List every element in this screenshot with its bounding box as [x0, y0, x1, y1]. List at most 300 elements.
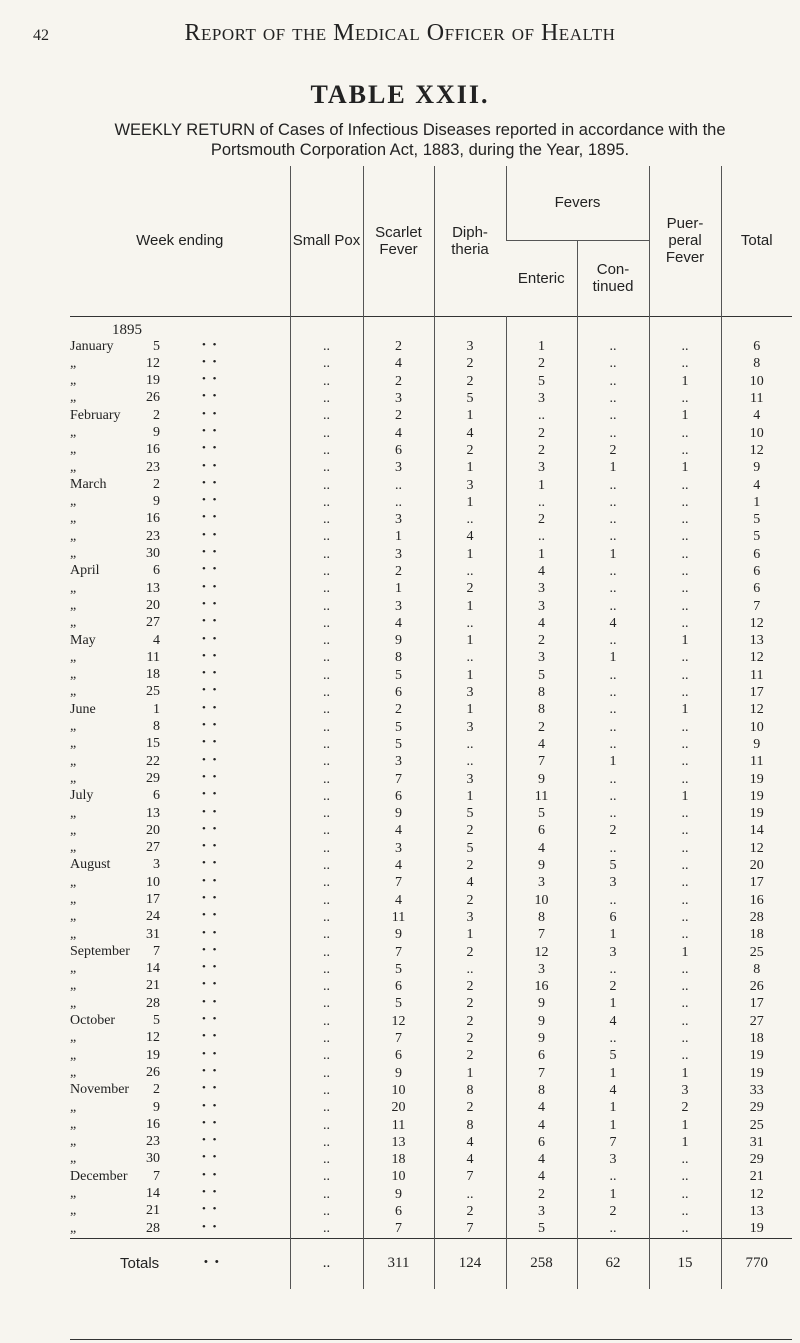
cell-puerperal-fever: 2 — [649, 1100, 721, 1117]
cell-total: 11 — [721, 667, 792, 684]
cell-enteric: 7 — [506, 927, 577, 944]
cell-diphtheria: .. — [434, 736, 506, 753]
cell-puerperal-fever: .. — [649, 442, 721, 459]
table-row — [70, 1013, 792, 1030]
cell-continued: 2 — [577, 978, 649, 995]
week-ending-cell — [70, 1169, 290, 1186]
cell-diphtheria: 2 — [434, 1048, 506, 1065]
week-day: 5 — [153, 1013, 160, 1029]
cell-puerperal-fever: .. — [649, 719, 721, 736]
week-month: „ — [70, 424, 77, 440]
week-ending-cell — [70, 546, 290, 563]
cell-scarlet-fever: 7 — [363, 875, 434, 892]
leader-dots: • • — [202, 978, 219, 991]
cell-diphtheria: 2 — [434, 373, 506, 390]
cell-total: 29 — [721, 1100, 792, 1117]
week-month: January — [70, 338, 114, 354]
cell-enteric: 3 — [506, 390, 577, 407]
week-ending-cell — [70, 1186, 290, 1203]
cell-continued: .. — [577, 408, 649, 425]
cell-diphtheria: 5 — [434, 840, 506, 857]
cell-enteric: 4 — [506, 563, 577, 580]
week-ending-cell — [70, 408, 290, 425]
week-day: 8 — [153, 719, 160, 735]
cell-continued: 3 — [577, 875, 649, 892]
cell-continued: 1 — [577, 650, 649, 667]
cell-scarlet-fever: 3 — [363, 460, 434, 477]
cell-scarlet-fever: 18 — [363, 1151, 434, 1168]
cell-puerperal-fever: .. — [649, 1203, 721, 1220]
cell-puerperal-fever: .. — [649, 390, 721, 407]
cell-scarlet-fever: 5 — [363, 667, 434, 684]
cell-enteric: 6 — [506, 823, 577, 840]
cell-total: 1 — [721, 494, 792, 511]
cell-scarlet-fever: 3 — [363, 598, 434, 615]
week-month: February — [70, 407, 121, 423]
cell-continued: .. — [577, 771, 649, 788]
week-day: 2 — [153, 1082, 160, 1098]
cell-scarlet-fever: 4 — [363, 892, 434, 909]
cell-scarlet-fever: 7 — [363, 1221, 434, 1239]
cell-total: 8 — [721, 356, 792, 373]
week-month: „ — [70, 995, 77, 1011]
cell-scarlet-fever: 2 — [363, 408, 434, 425]
cell-small-pox: .. — [290, 840, 363, 857]
week-day: 24 — [146, 909, 160, 925]
page-number: 42 — [33, 27, 49, 44]
leader-dots: • • — [202, 1013, 219, 1026]
header-fevers: Fevers — [506, 166, 649, 240]
table-row — [70, 927, 792, 944]
leader-dots: • • — [202, 736, 219, 749]
cell-diphtheria: .. — [434, 615, 506, 632]
week-ending-cell — [70, 650, 290, 667]
cell-puerperal-fever: .. — [649, 823, 721, 840]
cell-enteric: 8 — [506, 702, 577, 719]
week-month: „ — [70, 494, 77, 510]
cell-scarlet-fever: 3 — [363, 840, 434, 857]
cell-puerperal-fever: .. — [649, 736, 721, 753]
week-month: March — [70, 476, 107, 492]
cell-scarlet-fever: 6 — [363, 978, 434, 995]
cell-continued: .. — [577, 667, 649, 684]
cell-diphtheria: 2 — [434, 823, 506, 840]
cell-small-pox: .. — [290, 408, 363, 425]
week-month: „ — [70, 615, 77, 631]
week-ending-cell — [70, 425, 290, 442]
header-enteric: Enteric — [517, 269, 565, 287]
week-day: 16 — [146, 1116, 160, 1132]
cell-diphtheria: 4 — [434, 425, 506, 442]
cell-scarlet-fever: 4 — [363, 615, 434, 632]
table-row — [70, 944, 792, 961]
cell-puerperal-fever: .. — [649, 961, 721, 978]
cell-diphtheria: 5 — [434, 806, 506, 823]
week-month: „ — [70, 667, 77, 683]
cell-total: 19 — [721, 1065, 792, 1082]
cell-diphtheria: 2 — [434, 581, 506, 598]
week-month: „ — [70, 926, 77, 942]
table-row — [70, 1186, 792, 1203]
cell-enteric: 4 — [506, 615, 577, 632]
week-day: 2 — [153, 476, 160, 492]
cell-scarlet-fever: 6 — [363, 788, 434, 805]
cell-puerperal-fever: .. — [649, 581, 721, 598]
cell-diphtheria: 5 — [434, 390, 506, 407]
cell-continued: .. — [577, 633, 649, 650]
table-row — [70, 615, 792, 632]
cell-small-pox: .. — [290, 546, 363, 563]
leader-dots: • • — [202, 632, 219, 645]
week-day: 2 — [153, 407, 160, 423]
cell-puerperal-fever: .. — [649, 754, 721, 771]
cell-enteric: 3 — [506, 961, 577, 978]
cell-enteric: 2 — [506, 511, 577, 528]
cell-diphtheria: .. — [434, 511, 506, 528]
week-ending-cell — [70, 494, 290, 511]
cell-continued: 4 — [577, 1013, 649, 1030]
cell-continued: 1 — [577, 996, 649, 1013]
week-ending-cell — [70, 788, 290, 805]
cell-continued: .. — [577, 598, 649, 615]
week-ending-cell — [70, 702, 290, 719]
cell-puerperal-fever: 1 — [649, 788, 721, 805]
cell-small-pox: .. — [290, 702, 363, 719]
cell-puerperal-fever: 1 — [649, 408, 721, 425]
cell-enteric: 12 — [506, 944, 577, 961]
week-day: 20 — [146, 597, 160, 613]
cell-small-pox: .. — [290, 1065, 363, 1082]
total-enteric: 258 — [506, 1238, 577, 1289]
cell-enteric: 10 — [506, 892, 577, 909]
cell-scarlet-fever: 12 — [363, 1013, 434, 1030]
cell-total: 12 — [721, 615, 792, 632]
cell-diphtheria: 1 — [434, 667, 506, 684]
cell-diphtheria: 4 — [434, 1134, 506, 1151]
week-month: „ — [70, 822, 77, 838]
header-diphtheria: Diph- theria — [434, 166, 506, 316]
cell-scarlet-fever: 11 — [363, 1117, 434, 1134]
week-ending-cell — [70, 875, 290, 892]
cell-scarlet-fever: 3 — [363, 754, 434, 771]
table-row — [70, 1203, 792, 1220]
table-row — [70, 546, 792, 563]
leader-dots: • • — [202, 926, 219, 939]
cell-total: 11 — [721, 754, 792, 771]
week-ending-cell — [70, 1221, 290, 1239]
cell-enteric: 8 — [506, 1082, 577, 1099]
cell-scarlet-fever: 4 — [363, 425, 434, 442]
leader-dots: • • — [202, 840, 219, 853]
cell-puerperal-fever: 3 — [649, 1082, 721, 1099]
week-day: 14 — [146, 961, 160, 977]
header-total: Total — [721, 166, 792, 316]
cell-total: 20 — [721, 857, 792, 874]
cell-small-pox: .. — [290, 823, 363, 840]
cell-puerperal-fever: 1 — [649, 1134, 721, 1151]
week-ending-cell — [70, 460, 290, 477]
cell-enteric: .. — [506, 494, 577, 511]
week-day: 15 — [146, 736, 160, 752]
week-month: „ — [70, 770, 77, 786]
cell-puerperal-fever: 1 — [649, 633, 721, 650]
infectious-diseases-table — [70, 166, 792, 1289]
table-row — [70, 1134, 792, 1151]
table-title: TABLE XXII. — [310, 80, 490, 109]
cell-small-pox: .. — [290, 806, 363, 823]
cell-total: 31 — [721, 1134, 792, 1151]
cell-enteric: 1 — [506, 477, 577, 494]
cell-total: 18 — [721, 1030, 792, 1047]
cell-diphtheria: 3 — [434, 339, 506, 356]
week-day: 26 — [146, 390, 160, 406]
table-row — [70, 788, 792, 805]
cell-small-pox: .. — [290, 494, 363, 511]
cell-small-pox: .. — [290, 909, 363, 926]
cell-small-pox: .. — [290, 477, 363, 494]
cell-puerperal-fever: .. — [649, 771, 721, 788]
table-row — [70, 875, 792, 892]
cell-enteric: 9 — [506, 996, 577, 1013]
leader-dots: • • — [202, 909, 219, 922]
cell-total: 12 — [721, 1186, 792, 1203]
cell-scarlet-fever: 10 — [363, 1169, 434, 1186]
week-day: 22 — [146, 753, 160, 769]
cell-continued: 1 — [577, 546, 649, 563]
cell-total: 19 — [721, 771, 792, 788]
leader-dots: • • — [202, 476, 219, 489]
cell-total: 10 — [721, 373, 792, 390]
table-row — [70, 511, 792, 528]
week-day: 9 — [153, 424, 160, 440]
cell-enteric: 3 — [506, 1203, 577, 1220]
cell-puerperal-fever: 1 — [649, 1117, 721, 1134]
leader-dots: • • — [202, 667, 219, 680]
leader-dots: • • — [202, 770, 219, 783]
leader-dots: • • — [202, 1151, 219, 1164]
week-day: 16 — [146, 511, 160, 527]
week-month: „ — [70, 597, 77, 613]
table-row — [70, 633, 792, 650]
total-diphtheria: 124 — [434, 1238, 506, 1289]
cell-puerperal-fever: .. — [649, 356, 721, 373]
cell-continued: .. — [577, 892, 649, 909]
table-row — [70, 996, 792, 1013]
cell-enteric: 3 — [506, 875, 577, 892]
table-row — [70, 529, 792, 546]
week-ending-cell — [70, 840, 290, 857]
cell-total: 8 — [721, 961, 792, 978]
week-day: 6 — [153, 563, 160, 579]
cell-continued: 3 — [577, 1151, 649, 1168]
cell-diphtheria: 4 — [434, 1151, 506, 1168]
leader-dots: • • — [202, 788, 219, 801]
table-row — [70, 684, 792, 701]
week-month: June — [70, 701, 96, 717]
cell-continued: 6 — [577, 909, 649, 926]
cell-total: 4 — [721, 477, 792, 494]
cell-diphtheria: 1 — [434, 460, 506, 477]
cell-diphtheria: 2 — [434, 356, 506, 373]
week-day: 5 — [153, 338, 160, 354]
leader-dots: • • — [202, 1134, 219, 1147]
cell-total: 13 — [721, 1203, 792, 1220]
cell-scarlet-fever: 10 — [363, 1082, 434, 1099]
week-day: 26 — [146, 1064, 160, 1080]
cell-small-pox: .. — [290, 390, 363, 407]
cell-scarlet-fever: 6 — [363, 1203, 434, 1220]
week-day: 23 — [146, 459, 160, 475]
week-day: 18 — [146, 667, 160, 683]
week-day: 19 — [146, 373, 160, 389]
week-month: „ — [70, 719, 77, 735]
week-day: 20 — [146, 822, 160, 838]
leader-dots: • • — [202, 546, 219, 559]
cell-continued: .. — [577, 581, 649, 598]
header-small-pox: Small Pox — [290, 166, 363, 316]
cell-diphtheria: 3 — [434, 771, 506, 788]
total-continued: 62 — [577, 1238, 649, 1289]
cell-small-pox: .. — [290, 529, 363, 546]
cell-small-pox: .. — [290, 1221, 363, 1239]
cell-puerperal-fever: .. — [649, 425, 721, 442]
cell-scarlet-fever: 1 — [363, 581, 434, 598]
cell-enteric: 5 — [506, 373, 577, 390]
cell-small-pox: .. — [290, 1151, 363, 1168]
week-day: 21 — [146, 978, 160, 994]
cell-puerperal-fever: .. — [649, 667, 721, 684]
cell-total: 19 — [721, 788, 792, 805]
cell-total: 17 — [721, 875, 792, 892]
leader-dots: • • — [202, 943, 219, 956]
cell-diphtheria: 7 — [434, 1169, 506, 1186]
week-day: 4 — [153, 632, 160, 648]
cell-diphtheria: 3 — [434, 684, 506, 701]
week-ending-cell — [70, 390, 290, 407]
cell-total: 12 — [721, 442, 792, 459]
week-day: 13 — [146, 805, 160, 821]
cell-puerperal-fever: .. — [649, 840, 721, 857]
year-label: 1895 — [112, 321, 142, 338]
week-ending-cell — [70, 598, 290, 615]
cell-diphtheria: 8 — [434, 1082, 506, 1099]
cell-small-pox: .. — [290, 633, 363, 650]
leader-dots: • • — [202, 1064, 219, 1077]
cell-enteric: 6 — [506, 1134, 577, 1151]
table-caption: WEEKLY RETURN of Cases of Infectious Diseases reported in accordance with the Portsmouth Corporation Act, 1883, during the Year, 1895. — [114, 121, 726, 159]
cell-puerperal-fever: .. — [649, 857, 721, 874]
cell-total: 25 — [721, 944, 792, 961]
week-month: „ — [70, 373, 77, 389]
cell-continued: .. — [577, 736, 649, 753]
table-row — [70, 1065, 792, 1082]
week-month: „ — [70, 874, 77, 890]
cell-continued: .. — [577, 1169, 649, 1186]
cell-puerperal-fever: .. — [649, 1169, 721, 1186]
cell-continued: .. — [577, 788, 649, 805]
cell-total: 4 — [721, 408, 792, 425]
cell-puerperal-fever: .. — [649, 563, 721, 580]
cell-small-pox: .. — [290, 736, 363, 753]
header-week-ending: Week ending — [136, 232, 224, 250]
cell-enteric: 8 — [506, 684, 577, 701]
table-row — [70, 408, 792, 425]
week-day: 30 — [146, 546, 160, 562]
cell-diphtheria: .. — [434, 961, 506, 978]
cell-diphtheria: .. — [434, 754, 506, 771]
cell-small-pox: .. — [290, 598, 363, 615]
week-month: „ — [70, 355, 77, 371]
cell-continued: 1 — [577, 1100, 649, 1117]
cell-enteric: 3 — [506, 581, 577, 598]
cell-small-pox: .. — [290, 1169, 363, 1186]
cell-diphtheria: 4 — [434, 529, 506, 546]
leader-dots: • • — [202, 1082, 219, 1095]
cell-diphtheria: 7 — [434, 1221, 506, 1239]
cell-small-pox: .. — [290, 1134, 363, 1151]
cell-small-pox: .. — [290, 442, 363, 459]
cell-scarlet-fever: 5 — [363, 996, 434, 1013]
totals-label: Totals — [120, 1254, 160, 1272]
cell-enteric: 2 — [506, 356, 577, 373]
header-continued: Con- tinued — [577, 240, 649, 316]
cell-enteric: 4 — [506, 1151, 577, 1168]
leader-dots: • • — [202, 892, 219, 904]
cell-continued: 1 — [577, 754, 649, 771]
week-day: 1 — [153, 701, 160, 717]
leader-dots: • • — [202, 528, 219, 541]
cell-puerperal-fever: .. — [649, 996, 721, 1013]
cell-puerperal-fever: .. — [649, 1221, 721, 1239]
cell-continued: 7 — [577, 1134, 649, 1151]
week-ending-cell — [70, 1151, 290, 1168]
cell-continued: 4 — [577, 615, 649, 632]
cell-puerperal-fever: .. — [649, 650, 721, 667]
table-row — [70, 390, 792, 407]
cell-continued: .. — [577, 373, 649, 390]
cell-small-pox: .. — [290, 425, 363, 442]
cell-puerperal-fever: .. — [649, 1151, 721, 1168]
leader-dots: • • — [202, 390, 219, 403]
cell-small-pox: .. — [290, 650, 363, 667]
week-ending-cell — [70, 892, 290, 909]
week-ending-cell — [70, 1065, 290, 1082]
week-month: „ — [70, 805, 77, 821]
week-month: „ — [70, 1220, 77, 1236]
week-ending-cell — [70, 978, 290, 995]
cell-scarlet-fever: 3 — [363, 546, 434, 563]
running-head: Report of the Medical Officer of Health — [184, 20, 616, 46]
week-ending-cell — [70, 511, 290, 528]
cell-total: 17 — [721, 684, 792, 701]
cell-enteric: 2 — [506, 633, 577, 650]
week-month: September — [70, 943, 130, 959]
cell-enteric: 9 — [506, 857, 577, 874]
week-ending-cell — [70, 1082, 290, 1099]
cell-total: 18 — [721, 927, 792, 944]
week-month: „ — [70, 1047, 77, 1063]
cell-enteric: 16 — [506, 978, 577, 995]
week-day: 3 — [153, 857, 160, 873]
cell-puerperal-fever: .. — [649, 909, 721, 926]
cell-total: 28 — [721, 909, 792, 926]
cell-puerperal-fever: .. — [649, 511, 721, 528]
leader-dots: • • — [202, 580, 219, 593]
cell-enteric: 1 — [506, 546, 577, 563]
cell-small-pox: .. — [290, 1013, 363, 1030]
cell-puerperal-fever: .. — [649, 615, 721, 632]
cell-enteric: 4 — [506, 1100, 577, 1117]
